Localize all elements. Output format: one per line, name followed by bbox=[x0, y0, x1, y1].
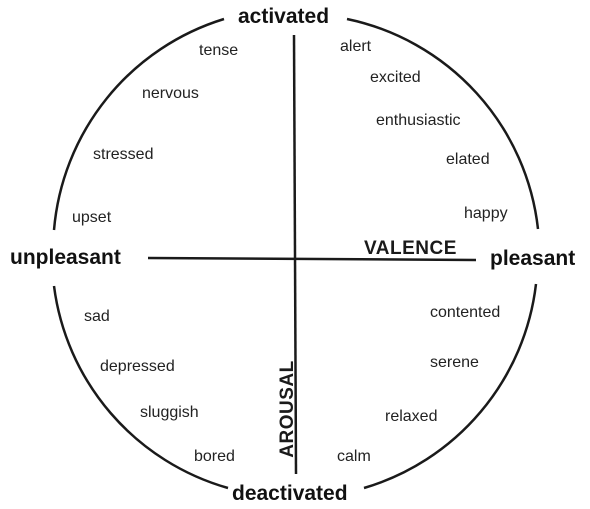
emotion-elated: elated bbox=[446, 151, 490, 168]
emotion-serene: serene bbox=[430, 354, 479, 371]
valence-axis-label: VALENCE bbox=[364, 238, 457, 259]
emotion-happy: happy bbox=[464, 205, 508, 222]
emotion-sluggish: sluggish bbox=[140, 404, 199, 421]
emotion-nervous: nervous bbox=[142, 85, 199, 102]
emotion-upset: upset bbox=[72, 209, 112, 226]
emotion-stressed: stressed bbox=[93, 146, 154, 163]
pole-label-bottom: deactivated bbox=[232, 482, 348, 505]
emotion-contented: contented bbox=[430, 304, 501, 321]
emotion-calm: calm bbox=[337, 448, 371, 465]
emotion-bored: bored bbox=[194, 448, 235, 465]
emotion-enthusiastic: enthusiastic bbox=[376, 112, 461, 129]
emotion-excited: excited bbox=[370, 69, 421, 86]
emotion-tense: tense bbox=[199, 42, 239, 59]
emotion-sad: sad bbox=[84, 308, 110, 325]
emotion-alert: alert bbox=[340, 38, 372, 55]
pole-label-right: pleasant bbox=[490, 247, 576, 270]
emotion-relaxed: relaxed bbox=[385, 408, 438, 425]
arousal-axis-label: AROUSAL bbox=[277, 360, 298, 458]
pole-label-left: unpleasant bbox=[10, 246, 121, 269]
pole-label-top: activated bbox=[238, 5, 330, 28]
emotion-depressed: depressed bbox=[100, 358, 175, 375]
